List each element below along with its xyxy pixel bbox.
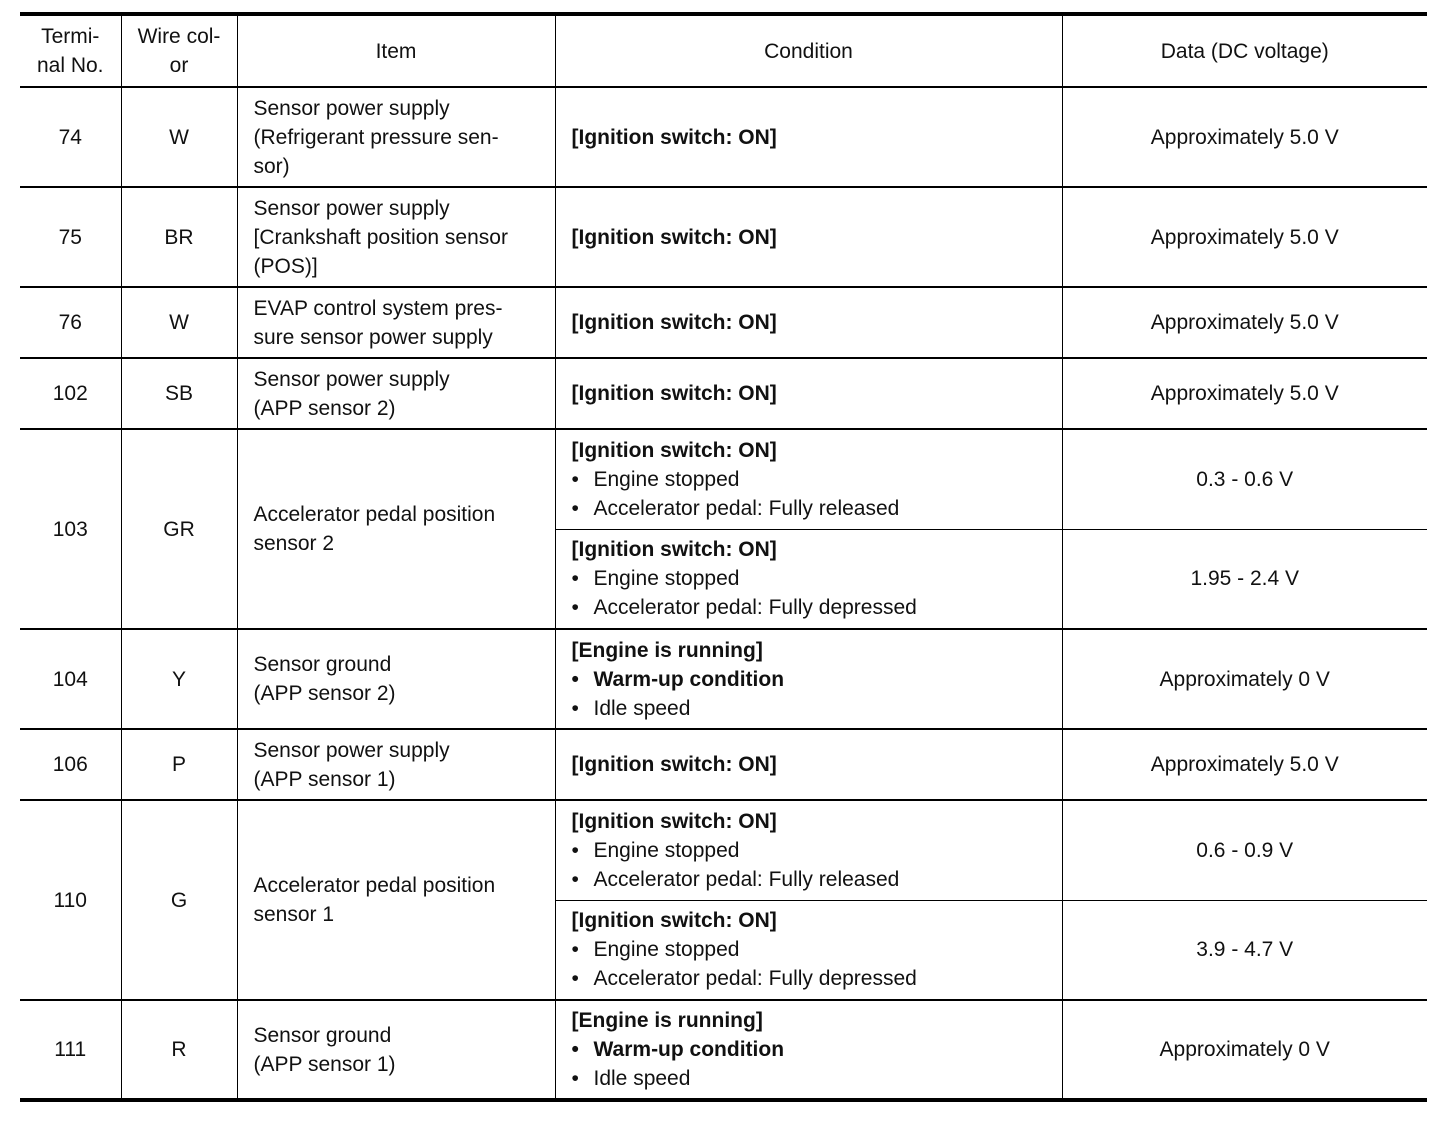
item-cell [237,800,555,1000]
condition-head: [Ignition switch: ON] [571,809,777,833]
wire-cell: GR [121,429,237,629]
terminal-cell: 106 [20,729,121,800]
condition-cell [555,287,1062,358]
condition-bullet: • Accelerator pedal: Fully released [572,865,1046,894]
item-cell [237,287,555,358]
wire-cell: R [121,1000,237,1100]
condition-cell [555,187,1062,287]
condition-head: [Ignition switch: ON] [571,438,777,462]
data-cell: 0.6 - 0.9 V [1062,800,1427,900]
table-row [20,87,1427,187]
data-cell: Approximately 5.0 V [1062,287,1427,358]
data-cell: 3.9 - 4.7 V [1062,900,1427,1000]
terminal-cell: 74 [20,87,121,187]
header-data: Data (DC voltage) [1062,14,1427,87]
item-cell [237,629,555,729]
condition-head: [Ignition switch: ON] [571,753,777,776]
condition-bullet: • Idle speed [572,1064,1046,1093]
terminal-cell: 75 [20,187,121,287]
condition-bullet: • Accelerator pedal: Fully depressed [572,593,1046,622]
condition-cell [555,900,1062,1000]
data-cell: Approximately 5.0 V [1062,87,1427,187]
item-cell [237,358,555,429]
condition-head: [Engine is running] [571,1009,763,1032]
item-line: Sensor power supply [253,196,450,220]
condition-bullet: • Accelerator pedal: Fully depressed [572,964,1046,993]
item-line: (APP sensor 2) [253,682,396,705]
item-cell [237,429,555,629]
wire-cell: W [121,87,237,187]
header-wire-line2: or [169,54,189,77]
item-line: (POS)] [253,254,318,278]
item-line: (Refrigerant pressure sen- [253,125,499,149]
condition-head: [Ignition switch: ON] [571,311,777,334]
wire-cell: SB [121,358,237,429]
condition-head: [Ignition switch: ON] [571,125,777,149]
condition-bullet: • Warm-up condition [572,1035,1046,1064]
condition-head: [Ignition switch: ON] [571,909,777,933]
condition-cell [555,629,1062,729]
data-cell: Approximately 5.0 V [1062,729,1427,800]
item-line: Sensor ground [253,653,392,676]
condition-head: [Ignition switch: ON] [571,538,777,562]
condition-bullet: • Warm-up condition [572,665,1046,694]
header-terminal [20,14,121,87]
item-line: Accelerator pedal position [253,503,496,526]
item-line: (APP sensor 2) [253,396,396,420]
item-cell [237,1000,555,1100]
header-terminal-line2: nal No. [36,54,104,77]
condition-cell [555,800,1062,900]
table-row [20,187,1427,287]
wire-cell: P [121,729,237,800]
table-row [20,629,1427,729]
data-cell: 0.3 - 0.6 V [1062,429,1427,529]
item-line: EVAP control system pres- [253,296,503,320]
item-line: (APP sensor 1) [253,767,396,791]
condition-bullet: • Engine stopped [572,935,1046,964]
item-line: sor) [253,154,290,178]
table-row [20,287,1427,358]
header-terminal-line1: Termi- [41,25,100,48]
item-line: Sensor ground [253,1023,392,1047]
condition-bullet: • Engine stopped [572,836,1046,865]
condition-cell [555,729,1062,800]
terminal-spec-table [20,12,1427,1102]
item-line: [Crankshaft position sensor [253,225,508,249]
wire-cell: Y [121,629,237,729]
condition-cell [555,429,1062,529]
item-cell [237,87,555,187]
item-cell [237,187,555,287]
header-row [20,14,1427,87]
terminal-cell: 111 [20,1000,121,1100]
item-cell [237,729,555,800]
condition-cell [555,87,1062,187]
terminal-cell: 110 [20,800,121,1000]
terminal-cell: 104 [20,629,121,729]
data-cell: Approximately 0 V [1062,629,1427,729]
wire-cell: BR [121,187,237,287]
item-line: sensor 1 [253,903,335,926]
condition-cell [555,1000,1062,1100]
header-item: Item [237,14,555,87]
terminal-cell: 102 [20,358,121,429]
item-line: Accelerator pedal position [253,874,496,897]
table-row [20,358,1427,429]
condition-bullet: • Accelerator pedal: Fully released [572,494,1046,523]
item-line: Sensor power supply [253,96,450,120]
condition-bullet: • Idle speed [572,694,1046,723]
condition-bullet: • Engine stopped [572,465,1046,494]
terminal-cell: 103 [20,429,121,629]
condition-head: [Ignition switch: ON] [571,382,777,405]
condition-head: [Ignition switch: ON] [571,225,777,249]
condition-cell [555,358,1062,429]
table-row [20,800,1427,900]
condition-bullet: • Engine stopped [572,564,1046,593]
data-cell: Approximately 0 V [1062,1000,1427,1100]
table-row [20,729,1427,800]
header-wire [121,14,237,87]
data-cell: Approximately 5.0 V [1062,358,1427,429]
table-row [20,429,1427,529]
item-line: Sensor power supply [253,367,450,391]
data-cell: 1.95 - 2.4 V [1062,529,1427,629]
item-line: (APP sensor 1) [253,1052,396,1076]
condition-cell [555,529,1062,629]
wire-cell: G [121,800,237,1000]
condition-head: [Engine is running] [571,638,763,662]
header-condition: Condition [555,14,1062,87]
table-row [20,1000,1427,1100]
item-line: Sensor power supply [253,738,450,762]
terminal-cell: 76 [20,287,121,358]
wire-cell: W [121,287,237,358]
data-cell: Approximately 5.0 V [1062,187,1427,287]
item-line: sensor 2 [253,532,335,555]
item-line: sure sensor power supply [253,325,493,349]
header-wire-line1: Wire col- [137,25,221,48]
